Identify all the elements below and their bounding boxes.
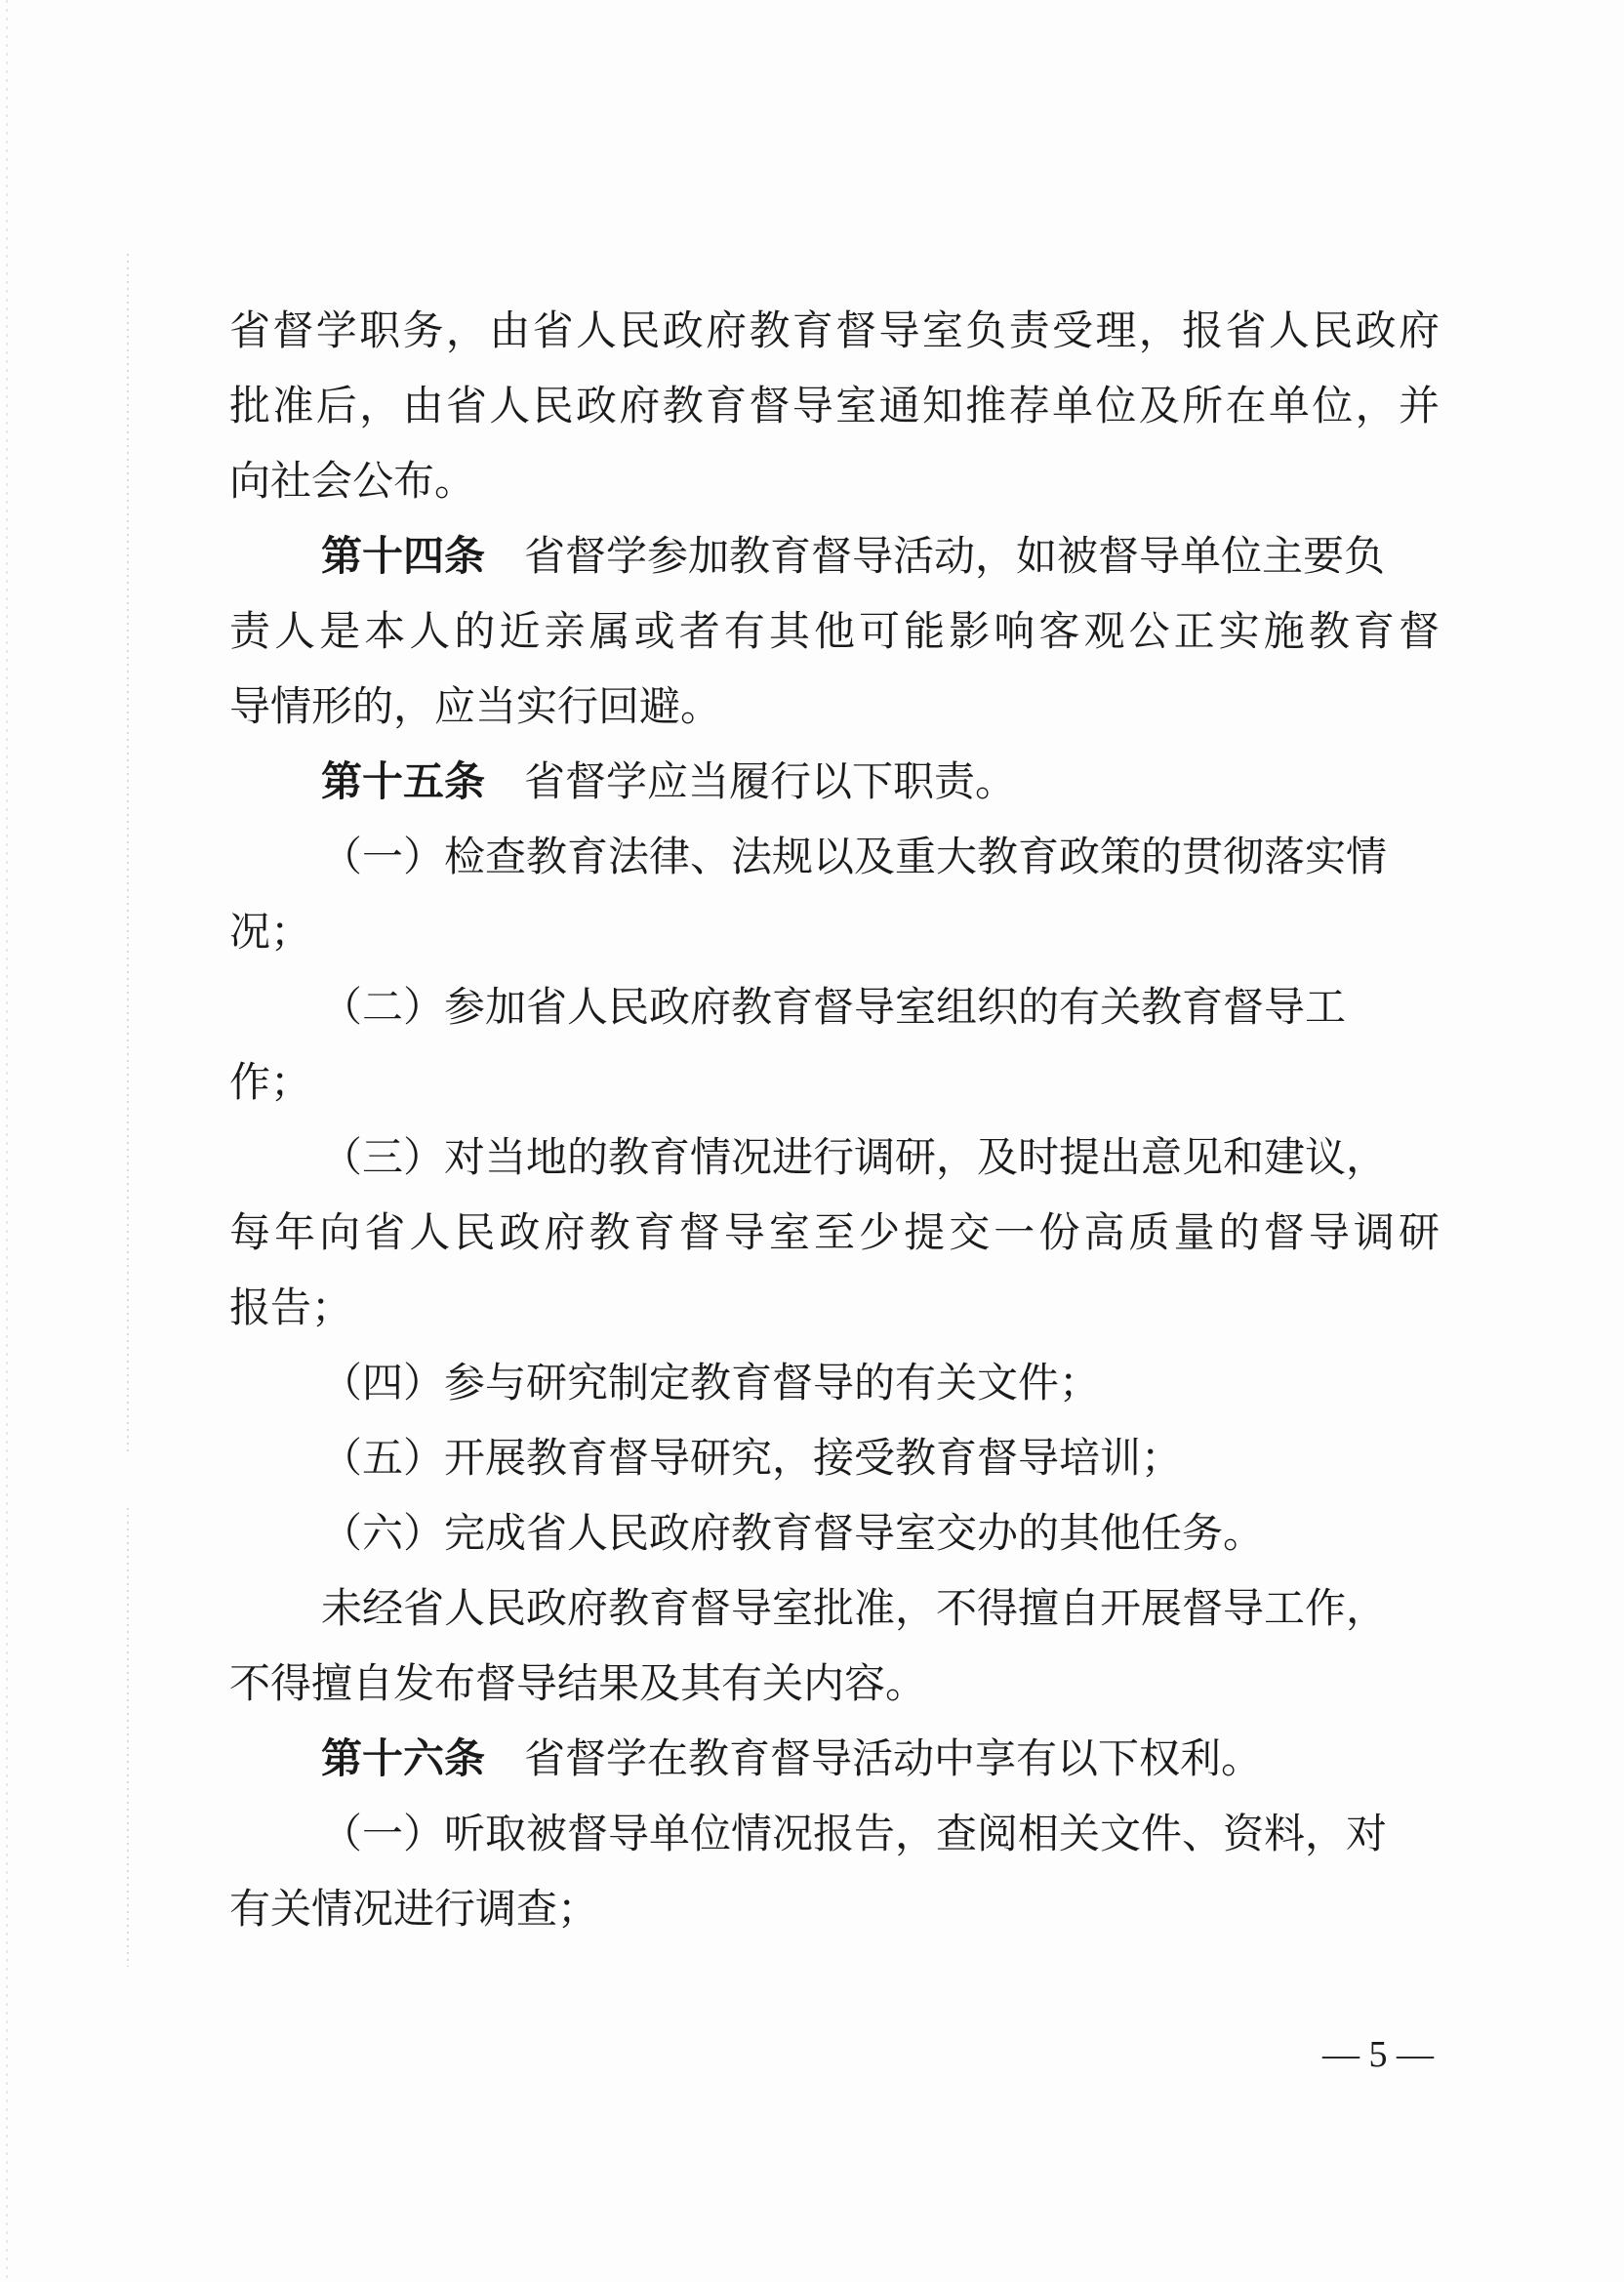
list-item-line: （四）参与研究制定教育督导的有关文件； bbox=[321, 1359, 1101, 1406]
text-line: 作； bbox=[229, 1058, 312, 1106]
article-16-line: 第十六条 省督学在教育督导活动中享有以下权利。 bbox=[321, 1734, 1263, 1782]
list-item-line: （一）听取被督导单位情况报告，查阅相关文件、资料，对 bbox=[321, 1810, 1388, 1857]
list-item-line: （三）对当地的教育情况进行调研，及时提出意见和建议， bbox=[321, 1133, 1388, 1181]
list-item-line: （一）检查教育法律、法规以及重大教育政策的贯彻落实情 bbox=[321, 833, 1388, 880]
article-14-line: 第十四条 省督学参加教育督导活动，如被督导单位主要负 bbox=[321, 532, 1386, 580]
list-item-line: （二）参加省人民政府教育督导室组织的有关教育督导工 bbox=[321, 983, 1347, 1031]
list-item-line: （六）完成省人民政府教育督导室交办的其他任务。 bbox=[321, 1509, 1265, 1557]
text-line: 省督学职务，由省人民政府教育督导室负责受理，报省人民政府 bbox=[229, 306, 1440, 354]
binding-marks-lower bbox=[127, 1508, 129, 1967]
text-line: 况； bbox=[229, 908, 312, 956]
text-line: 不得擅自发布督导结果及其有关内容。 bbox=[229, 1659, 927, 1707]
article-heading: 第十五条 bbox=[321, 757, 486, 805]
text-line: 责人是本人的近亲属或者有其他可能影响客观公正实施教育督 bbox=[229, 607, 1440, 655]
scan-edge-artifact bbox=[6, 0, 8, 2282]
page-number: — 5 — bbox=[1322, 2034, 1434, 2075]
article-heading: 第十六条 bbox=[321, 1734, 486, 1782]
text-line: 向社会公布。 bbox=[229, 457, 476, 505]
text-line: 报告； bbox=[229, 1284, 353, 1331]
text-line: 每年向省人民政府教育督导室至少提交一份高质量的督导调研 bbox=[229, 1208, 1440, 1256]
article-15-line: 第十五条 省督学应当履行以下职责。 bbox=[321, 757, 1017, 805]
text-line: 有关情况进行调查； bbox=[229, 1885, 599, 1933]
list-item-line: （五）开展教育督导研究，接受教育督导培训； bbox=[321, 1434, 1183, 1482]
text-line: 导情形的，应当实行回避。 bbox=[229, 682, 722, 730]
paragraph-line: 未经省人民政府教育督导室批准，不得擅自开展督导工作， bbox=[321, 1584, 1388, 1632]
article-heading: 第十四条 bbox=[321, 532, 486, 580]
text-line: 批准后，由省人民政府教育督导室通知推荐单位及所在单位，并 bbox=[229, 382, 1440, 429]
body-text bbox=[229, 293, 1440, 1946]
binding-marks-upper bbox=[127, 254, 129, 1454]
